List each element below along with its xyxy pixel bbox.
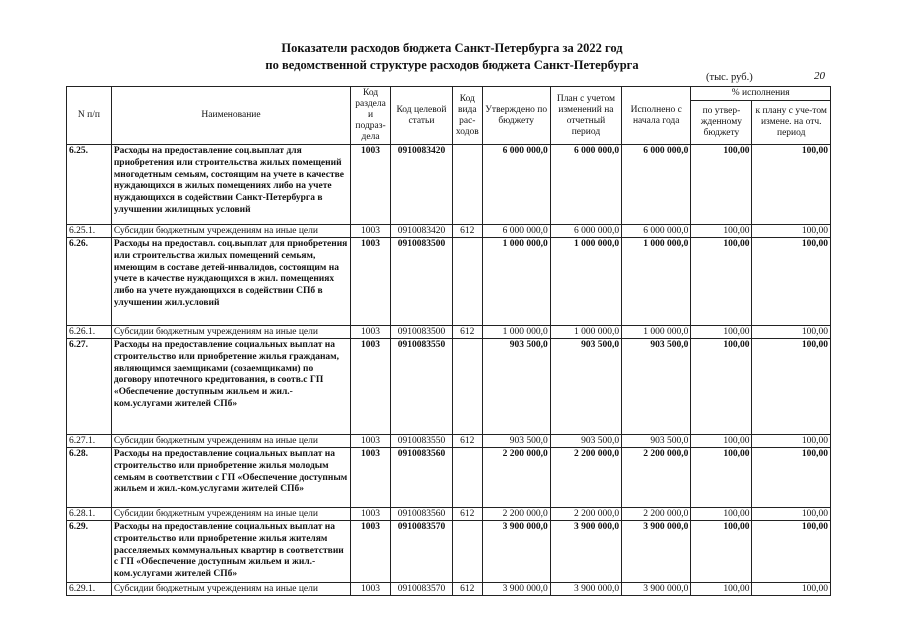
header-plan: План с учетом изменений на отчетный период — [550, 87, 621, 145]
header-num: N п/п — [67, 87, 112, 145]
row-section-code: 1003 — [351, 225, 391, 238]
row-plan: 1 000 000,0 — [550, 326, 621, 339]
row-target-code: 0910083570 — [390, 521, 452, 583]
row-pct-plan: 100,00 — [752, 508, 831, 521]
row-plan: 2 200 000,0 — [550, 508, 621, 521]
row-section-code: 1003 — [351, 339, 391, 435]
row-pct-plan: 100,00 — [752, 339, 831, 435]
row-section-code: 1003 — [351, 238, 391, 326]
row-name: Расходы на предоставление социальных выплат на строительство или приобретение жилья молодым семьям в соответствии с ГП «Обеспечение доступным жильем и жил.-ком.услугами жителей СПб» — [111, 448, 350, 508]
row-executed: 1 000 000,0 — [622, 238, 691, 326]
row-executed: 2 200 000,0 — [622, 508, 691, 521]
row-target-code: 0910083560 — [390, 448, 452, 508]
row-plan: 3 900 000,0 — [550, 582, 621, 595]
row-approved: 3 900 000,0 — [482, 521, 550, 583]
row-executed: 3 900 000,0 — [622, 582, 691, 595]
row-name: Субсидии бюджетным учреждениям на иные цели — [111, 435, 350, 448]
row-number: 6.25. — [67, 145, 112, 225]
header-pct-group: % исполнения — [691, 87, 831, 101]
row-expense-type — [453, 339, 483, 435]
row-name: Субсидии бюджетным учреждениям на иные цели — [111, 326, 350, 339]
row-pct-approved: 100,00 — [691, 326, 752, 339]
row-number: 6.28.1. — [67, 508, 112, 521]
row-expense-type: 612 — [453, 326, 483, 339]
row-section-code: 1003 — [351, 326, 391, 339]
row-expense-type — [453, 238, 483, 326]
table-row-item — [67, 339, 831, 435]
table-row-item — [67, 521, 831, 583]
row-target-code: 0910083500 — [390, 238, 452, 326]
header-pct-approved: по утвер-жденному бюджету — [691, 101, 752, 145]
row-section-code: 1003 — [351, 521, 391, 583]
header-approved: Утверждено по бюджету — [482, 87, 550, 145]
table-row-subitem — [67, 326, 831, 339]
row-expense-type: 612 — [453, 508, 483, 521]
row-number: 6.26. — [67, 238, 112, 326]
table-body — [67, 145, 831, 596]
row-executed: 3 900 000,0 — [622, 521, 691, 583]
row-executed: 903 500,0 — [622, 339, 691, 435]
row-pct-approved: 100,00 — [691, 145, 752, 225]
row-section-code: 1003 — [351, 145, 391, 225]
row-section-code: 1003 — [351, 448, 391, 508]
row-name: Расходы на предоставление соц.выплат для приобретения или строительства жилых помещений многодетным семьям, состоящим на учете в качестве нуждающихся в жилых помещениях либо на учете нуждающихся в содействии Санкт-Петербурга в улучшении жилищных условий — [111, 145, 350, 225]
row-number: 6.26.1. — [67, 326, 112, 339]
header-executed: Исполнено с начала года — [622, 87, 691, 145]
table-row-subitem — [67, 435, 831, 448]
report-title — [0, 40, 904, 74]
row-approved: 3 900 000,0 — [482, 582, 550, 595]
table-row-subitem — [67, 508, 831, 521]
row-name: Субсидии бюджетным учреждениям на иные цели — [111, 508, 350, 521]
row-plan: 2 200 000,0 — [550, 448, 621, 508]
row-plan: 3 900 000,0 — [550, 521, 621, 583]
row-pct-approved: 100,00 — [691, 435, 752, 448]
row-approved: 1 000 000,0 — [482, 238, 550, 326]
row-target-code: 0910083560 — [390, 508, 452, 521]
row-pct-approved: 100,00 — [691, 238, 752, 326]
row-name: Расходы на предоставление социальных выплат на строительство или приобретение жилья гражданам, являющимся заемщиками (созаемщиками) по договору ипотечного кредитования, в соотв.с ГП «Обеспечение доступным жильем и жил.-ком.услугами жителей СПб» — [111, 339, 350, 435]
header-section: Код раздела и подраз-дела — [351, 87, 391, 145]
row-number: 6.29. — [67, 521, 112, 583]
table-row-subitem — [67, 225, 831, 238]
row-expense-type: 612 — [453, 435, 483, 448]
row-plan: 903 500,0 — [550, 339, 621, 435]
units-label: (тыс. руб.) — [706, 72, 753, 83]
row-name: Расходы на предоставление социальных выплат на строительство или приобретение жилья жителям расселяемых коммунальных квартир в соответствии с ГП «Обеспечение доступным жильем и жил.-ком.услугами жителей СПб» — [111, 521, 350, 583]
row-target-code: 0910083570 — [390, 582, 452, 595]
row-expense-type — [453, 448, 483, 508]
row-target-code: 0910083550 — [390, 435, 452, 448]
row-number: 6.28. — [67, 448, 112, 508]
row-target-code: 0910083550 — [390, 339, 452, 435]
row-pct-approved: 100,00 — [691, 521, 752, 583]
row-plan: 1 000 000,0 — [550, 238, 621, 326]
row-executed: 2 200 000,0 — [622, 448, 691, 508]
row-approved: 903 500,0 — [482, 435, 550, 448]
header-pct-plan: к плану с уче-том измене. на отч. период — [752, 101, 831, 145]
row-plan: 6 000 000,0 — [550, 145, 621, 225]
row-executed: 1 000 000,0 — [622, 326, 691, 339]
row-pct-plan: 100,00 — [752, 238, 831, 326]
row-approved: 2 200 000,0 — [482, 448, 550, 508]
row-executed: 903 500,0 — [622, 435, 691, 448]
row-pct-plan: 100,00 — [752, 435, 831, 448]
header-type: Код вида рас-ходов — [453, 87, 483, 145]
title-line-2: по ведомственной структуре расходов бюджета Санкт-Петербурга — [265, 58, 639, 72]
row-pct-approved: 100,00 — [691, 339, 752, 435]
row-approved: 1 000 000,0 — [482, 326, 550, 339]
row-pct-plan: 100,00 — [752, 145, 831, 225]
row-section-code: 1003 — [351, 508, 391, 521]
row-pct-plan: 100,00 — [752, 448, 831, 508]
row-number: 6.27.1. — [67, 435, 112, 448]
row-executed: 6 000 000,0 — [622, 225, 691, 238]
row-pct-plan: 100,00 — [752, 521, 831, 583]
row-expense-type — [453, 521, 483, 583]
row-expense-type: 612 — [453, 582, 483, 595]
row-number: 6.25.1. — [67, 225, 112, 238]
row-pct-plan: 100,00 — [752, 582, 831, 595]
row-target-code: 0910083420 — [390, 145, 452, 225]
row-name: Субсидии бюджетным учреждениям на иные цели — [111, 582, 350, 595]
row-pct-plan: 100,00 — [752, 326, 831, 339]
row-pct-plan: 100,00 — [752, 225, 831, 238]
table-row-item — [67, 145, 831, 225]
row-approved: 903 500,0 — [482, 339, 550, 435]
row-number: 6.27. — [67, 339, 112, 435]
header-target: Код целевой статьи — [390, 87, 452, 145]
table-row-item — [67, 238, 831, 326]
row-expense-type — [453, 145, 483, 225]
row-target-code: 0910083420 — [390, 225, 452, 238]
row-pct-approved: 100,00 — [691, 448, 752, 508]
page-number: 20 — [814, 70, 825, 82]
row-name: Субсидии бюджетным учреждениям на иные цели — [111, 225, 350, 238]
row-pct-approved: 100,00 — [691, 582, 752, 595]
row-number: 6.29.1. — [67, 582, 112, 595]
title-line-1: Показатели расходов бюджета Санкт-Петербурга за 2022 год — [281, 41, 623, 55]
row-plan: 903 500,0 — [550, 435, 621, 448]
row-name: Расходы на предоставл. соц.выплат для приобретения или строительства жилых помещений семьям, имеющим в составе детей-инвалидов, состоящим на учете в качестве нуждающихся в жил. помещениях либо на учете нуждающихся в содействии СПб в улучшении жил.условий — [111, 238, 350, 326]
row-target-code: 0910083500 — [390, 326, 452, 339]
row-pct-approved: 100,00 — [691, 508, 752, 521]
row-executed: 6 000 000,0 — [622, 145, 691, 225]
row-pct-approved: 100,00 — [691, 225, 752, 238]
row-approved: 6 000 000,0 — [482, 225, 550, 238]
row-expense-type: 612 — [453, 225, 483, 238]
table-row-item — [67, 448, 831, 508]
row-section-code: 1003 — [351, 582, 391, 595]
row-section-code: 1003 — [351, 435, 391, 448]
row-plan: 6 000 000,0 — [550, 225, 621, 238]
row-approved: 2 200 000,0 — [482, 508, 550, 521]
header-name: Наименование — [111, 87, 350, 145]
budget-table — [66, 86, 831, 596]
table-row-subitem — [67, 582, 831, 595]
row-approved: 6 000 000,0 — [482, 145, 550, 225]
